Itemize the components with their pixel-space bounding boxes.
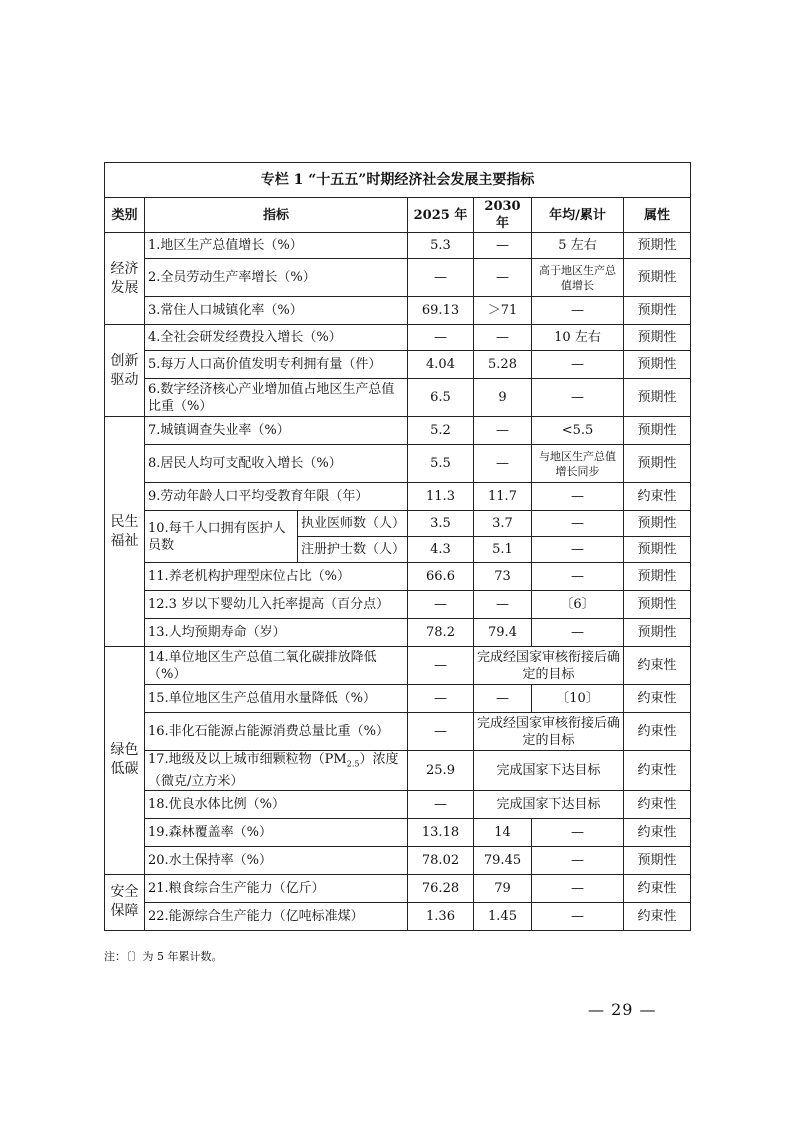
value-2030: 11.7	[474, 483, 532, 511]
value-avg: —	[532, 511, 624, 537]
value-avg: 10 左右	[532, 325, 624, 351]
value-2030: 79.45	[474, 846, 532, 874]
value-avg: —	[532, 379, 624, 417]
value-avg: —	[532, 537, 624, 563]
value-avg: —	[532, 483, 624, 511]
header-indicator: 指标	[145, 198, 408, 233]
value-attr: 预期性	[624, 297, 691, 325]
value-attr: 预期性	[624, 537, 691, 563]
value-attr: 约束性	[624, 685, 691, 713]
indicator-cell: 15.单位地区生产总值用水量降低（%）	[145, 685, 408, 713]
value-avg: 5 左右	[532, 233, 624, 259]
table-row	[105, 591, 691, 619]
indicator-cell: 22.能源综合生产能力（亿吨标准煤）	[145, 902, 408, 930]
indicator-cell: 9.劳动年龄人口平均受教育年限（年）	[145, 483, 408, 511]
indicator-cell: 11.养老机构护理型床位占比（%）	[145, 563, 408, 591]
value-2030: —	[474, 445, 532, 483]
value-2025: —	[408, 685, 474, 713]
value-attr: 预期性	[624, 379, 691, 417]
value-2025: 3.5	[408, 511, 474, 537]
value-2030: —	[474, 417, 532, 445]
indicator-cell: 14.单位地区生产总值二氧化碳排放降低（%）	[145, 647, 408, 685]
category-economy: 经济发展	[105, 233, 145, 325]
value-2030: 14	[474, 818, 532, 846]
value-attr: 预期性	[624, 619, 691, 647]
category-security: 安全保障	[105, 874, 145, 930]
value-target: 完成经国家审核衔接后确定的目标	[474, 647, 624, 685]
indicator-cell: 16.非化石能源占能源消费总量比重（%）	[145, 713, 408, 751]
category-innovation: 创新驱动	[105, 325, 145, 417]
page-number: — 29 —	[588, 1000, 657, 1019]
value-attr: 预期性	[624, 351, 691, 379]
value-attr: 约束性	[624, 751, 691, 791]
value-2025: 6.5	[408, 379, 474, 417]
value-avg: —	[532, 818, 624, 846]
value-attr: 预期性	[624, 417, 691, 445]
indicator-cell: 7.城镇调查失业率（%）	[145, 417, 408, 445]
indicator-text: 17.地级及以上城市细颗粒物（PM	[148, 752, 347, 767]
value-avg: 〔6〕	[532, 591, 624, 619]
value-attr: 预期性	[624, 846, 691, 874]
value-attr: 预期性	[624, 591, 691, 619]
table-row	[105, 297, 691, 325]
table-row	[105, 483, 691, 511]
value-2025: —	[408, 713, 474, 751]
pm-subscript: 2.5	[346, 759, 360, 769]
value-attr: 约束性	[624, 874, 691, 902]
value-2025: 13.18	[408, 818, 474, 846]
value-attr: 约束性	[624, 902, 691, 930]
indicator-cell: 8.居民人均可支配收入增长（%）	[145, 445, 408, 483]
table-row	[105, 818, 691, 846]
value-2030: ＞71	[474, 297, 532, 325]
value-attr: 预期性	[624, 325, 691, 351]
value-2025: 11.3	[408, 483, 474, 511]
table-header-row	[105, 198, 691, 233]
indicator-cell: 18.优良水体比例（%）	[145, 790, 408, 818]
value-avg: —	[532, 902, 624, 930]
table-note: 注：〔〕为 5 年累计数。	[104, 950, 223, 963]
table-row	[105, 233, 691, 259]
category-livelihood: 民生福祉	[105, 417, 145, 647]
table-row	[105, 511, 691, 537]
header-2030: 2030 年	[474, 198, 532, 233]
indicator-cell: 19.森林覆盖率（%）	[145, 818, 408, 846]
value-attr: 预期性	[624, 511, 691, 537]
value-2030: 3.7	[474, 511, 532, 537]
value-2030: 1.45	[474, 902, 532, 930]
indicator-cell	[145, 751, 408, 791]
value-avg: —	[532, 846, 624, 874]
table-row	[105, 417, 691, 445]
table-row	[105, 379, 691, 417]
value-2025: —	[408, 325, 474, 351]
indicator-text-tail: ）浓度（微克/立方米）	[148, 752, 399, 789]
value-attr: 约束性	[624, 483, 691, 511]
value-2025: —	[408, 591, 474, 619]
indicator-cell: 6.数字经济核心产业增加值占地区生产总值比重（%）	[145, 379, 408, 417]
value-avg: 高于地区生产总值增长	[532, 259, 624, 297]
table-row	[105, 325, 691, 351]
sub-indicator-cell: 执业医师数（人）	[298, 511, 408, 537]
value-target: 完成国家下达目标	[474, 751, 624, 791]
value-2025: —	[408, 790, 474, 818]
indicator-cell: 2.全员劳动生产率增长（%）	[145, 259, 408, 297]
indicator-cell: 10.每千人口拥有医护人员数	[145, 511, 298, 563]
value-2025: 4.3	[408, 537, 474, 563]
value-2030: 73	[474, 563, 532, 591]
value-attr: 预期性	[624, 563, 691, 591]
value-2025: 5.2	[408, 417, 474, 445]
value-2025: 5.5	[408, 445, 474, 483]
value-2025: 4.04	[408, 351, 474, 379]
value-2030: 5.1	[474, 537, 532, 563]
table-title: 专栏 1 “十五五”时期经济社会发展主要指标	[105, 163, 691, 198]
table-row	[105, 713, 691, 751]
header-avg: 年均/累计	[532, 198, 624, 233]
value-2025: 76.28	[408, 874, 474, 902]
indicator-cell: 5.每万人口高价值发明专利拥有量（件）	[145, 351, 408, 379]
value-attr: 预期性	[624, 259, 691, 297]
value-2030: —	[474, 259, 532, 297]
table-row	[105, 846, 691, 874]
value-avg: —	[532, 351, 624, 379]
table-row	[105, 351, 691, 379]
value-2030: —	[474, 685, 532, 713]
value-2030: 9	[474, 379, 532, 417]
table-row	[105, 902, 691, 930]
indicator-cell: 4.全社会研发经费投入增长（%）	[145, 325, 408, 351]
sub-indicator-cell: 注册护士数（人）	[298, 537, 408, 563]
value-attr: 约束性	[624, 818, 691, 846]
value-attr: 约束性	[624, 713, 691, 751]
header-attr: 属性	[624, 198, 691, 233]
value-2030: —	[474, 325, 532, 351]
indicator-cell: 3.常住人口城镇化率（%）	[145, 297, 408, 325]
table-row	[105, 685, 691, 713]
value-attr: 预期性	[624, 233, 691, 259]
value-2025: 78.02	[408, 846, 474, 874]
value-avg: 〔10〕	[532, 685, 624, 713]
value-avg: —	[532, 619, 624, 647]
value-2025: 25.9	[408, 751, 474, 791]
value-avg: —	[532, 563, 624, 591]
value-2025: 1.36	[408, 902, 474, 930]
value-avg: <5.5	[532, 417, 624, 445]
indicator-cell: 21.粮食综合生产能力（亿斤）	[145, 874, 408, 902]
value-2030: 79	[474, 874, 532, 902]
value-2030: —	[474, 233, 532, 259]
table-row	[105, 563, 691, 591]
value-2030: —	[474, 591, 532, 619]
value-target: 完成国家下达目标	[474, 790, 624, 818]
indicator-cell: 1.地区生产总值增长（%）	[145, 233, 408, 259]
indicator-cell: 13.人均预期寿命（岁）	[145, 619, 408, 647]
header-2025: 2025 年	[408, 198, 474, 233]
table-row	[105, 647, 691, 685]
category-green: 绿色低碳	[105, 647, 145, 875]
value-attr: 约束性	[624, 647, 691, 685]
table-row	[105, 259, 691, 297]
table-row	[105, 751, 691, 791]
value-2025: 78.2	[408, 619, 474, 647]
value-target: 完成经国家审核衔接后确定的目标	[474, 713, 624, 751]
value-attr: 预期性	[624, 445, 691, 483]
header-category: 类别	[105, 198, 145, 233]
value-avg: 与地区生产总值增长同步	[532, 445, 624, 483]
table-row	[105, 445, 691, 483]
value-attr: 约束性	[624, 790, 691, 818]
indicator-cell: 20.水土保持率（%）	[145, 846, 408, 874]
indicator-cell: 12.3 岁以下婴幼儿入托率提高（百分点）	[145, 591, 408, 619]
indicators-table	[104, 162, 691, 931]
table-row	[105, 619, 691, 647]
value-2030: 5.28	[474, 351, 532, 379]
value-2025: 5.3	[408, 233, 474, 259]
value-avg: —	[532, 874, 624, 902]
table-row	[105, 874, 691, 902]
value-2025: 66.6	[408, 563, 474, 591]
value-2025: —	[408, 259, 474, 297]
value-2025: —	[408, 647, 474, 685]
value-2025: 69.13	[408, 297, 474, 325]
value-avg: —	[532, 297, 624, 325]
value-2030: 79.4	[474, 619, 532, 647]
table-row	[105, 790, 691, 818]
